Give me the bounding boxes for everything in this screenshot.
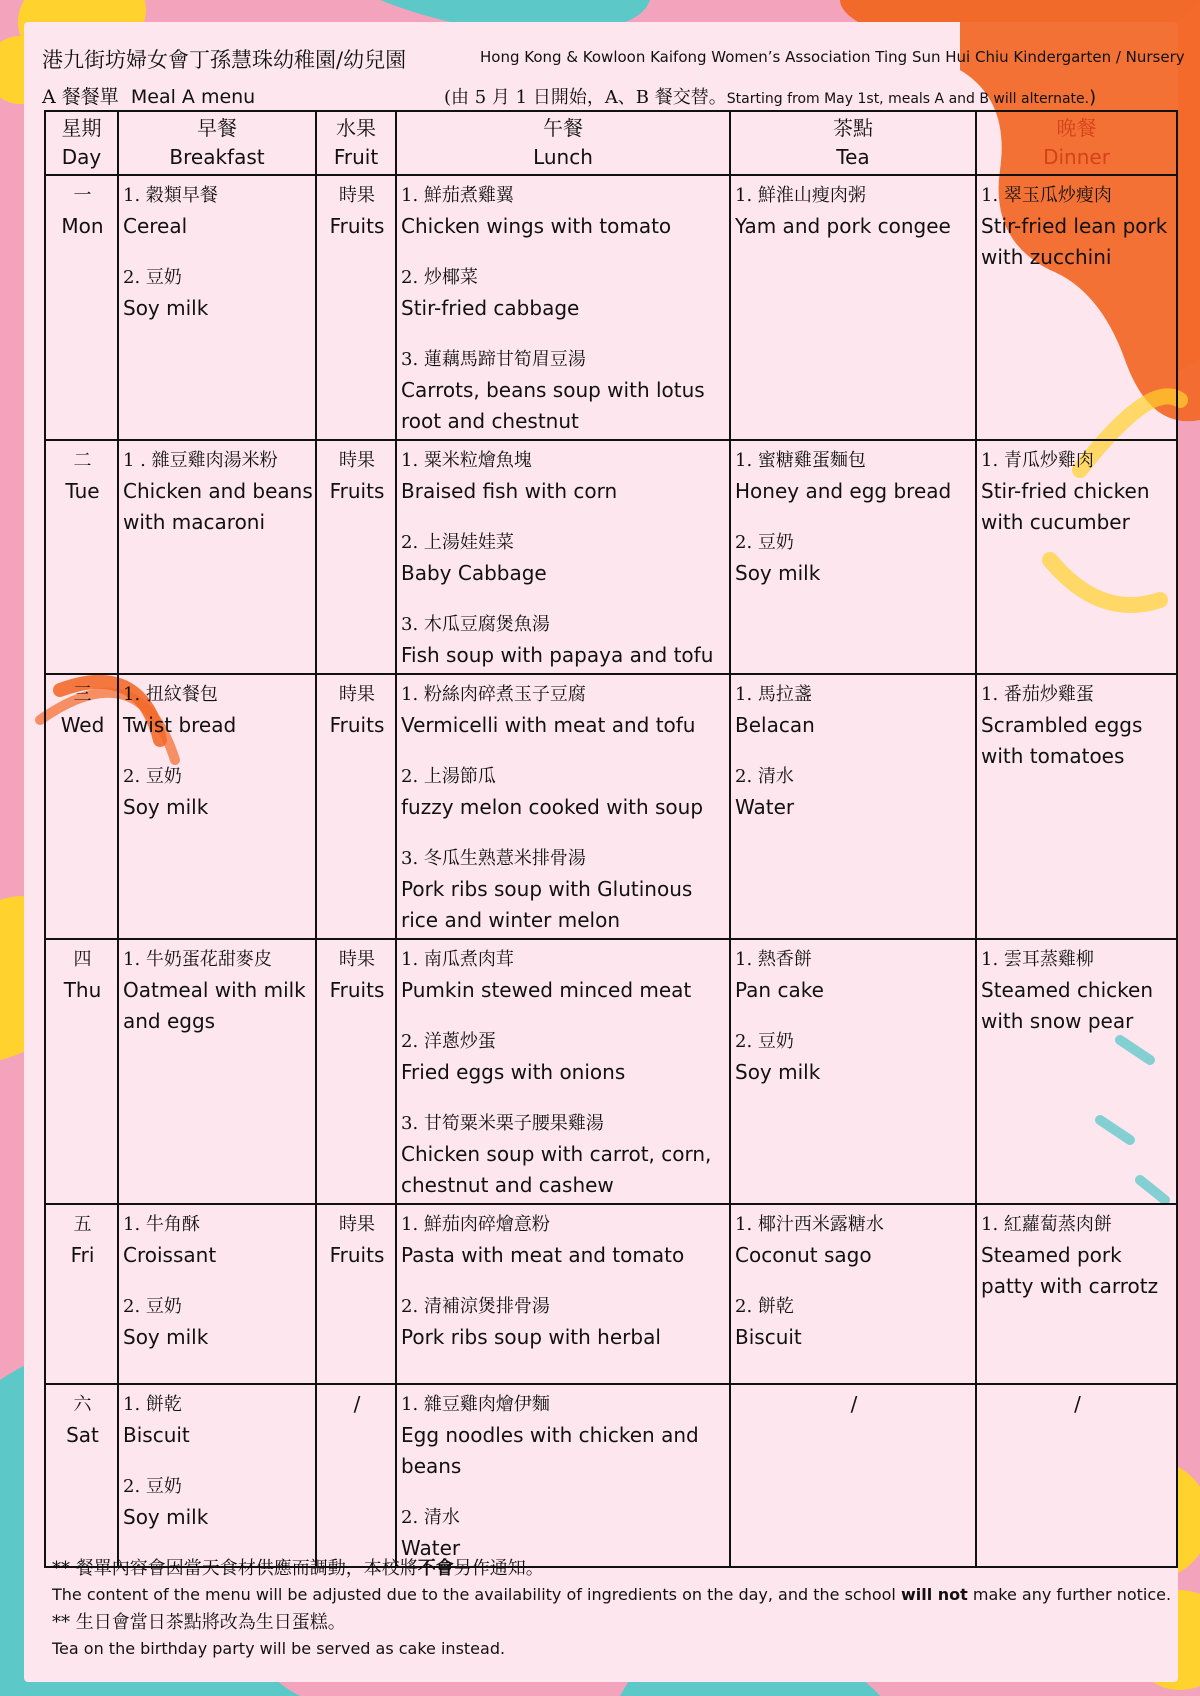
lunch-item <box>401 1291 727 1353</box>
cell-dinner <box>976 440 1177 674</box>
cell-fruit <box>316 1384 396 1567</box>
cell-dinner <box>976 674 1177 939</box>
cell-dinner <box>976 175 1177 440</box>
tea-item-english: Soy milk <box>735 1060 821 1084</box>
cell-day <box>45 939 118 1204</box>
day-chinese: 三 <box>73 684 92 705</box>
tea-item-english: Coconut sago <box>735 1243 872 1267</box>
dinner-item-chinese: 1. 紅蘿蔔蒸肉餅 <box>981 1214 1112 1235</box>
day-chinese: 二 <box>73 450 92 471</box>
breakfast-item <box>123 1389 313 1451</box>
dinner-item <box>981 679 1174 772</box>
lunch-item-chinese: 2. 清補涼煲排骨湯 <box>401 1296 550 1317</box>
menu-name-chinese: A 餐餐單 <box>42 86 119 108</box>
lunch-item-chinese: 3. 甘筍粟米栗子腰果雞湯 <box>401 1113 604 1134</box>
tea-item-english: Belacan <box>735 713 815 737</box>
lunch-item-chinese: 2. 炒椰菜 <box>401 267 478 288</box>
breakfast-item-chinese: 1. 穀類早餐 <box>123 185 218 206</box>
breakfast-item-chinese: 1. 牛角酥 <box>123 1214 200 1235</box>
breakfast-item-english: Cereal <box>123 214 188 238</box>
tea-item-english: Biscuit <box>735 1325 802 1349</box>
day-english: Thu <box>63 978 102 1002</box>
day-english: Wed <box>60 713 105 737</box>
note-2-chinese: ** 生日會當日茶點將改為生日蛋糕。 <box>52 1612 346 1633</box>
dinner-item <box>981 445 1174 538</box>
dinner-item-english: Stir-fried chicken with cucumber <box>981 479 1150 534</box>
alternate-note-close: ) <box>1089 87 1097 108</box>
lunch-item-chinese: 2. 清水 <box>401 1507 460 1528</box>
tea-item-english: Water <box>735 795 795 819</box>
day-chinese: 四 <box>73 949 92 970</box>
lunch-item <box>401 1209 727 1271</box>
cell-fruit <box>316 939 396 1204</box>
breakfast-item-english: Soy milk <box>123 1325 209 1349</box>
day-english: Sat <box>66 1423 99 1447</box>
breakfast-item-english: Soy milk <box>123 296 209 320</box>
lunch-item-chinese: 3. 木瓜豆腐煲魚湯 <box>401 614 550 635</box>
cell-day <box>45 674 118 939</box>
dinner-item-chinese: 1. 翠玉瓜炒瘦肉 <box>981 185 1112 206</box>
lunch-item-english: Carrots, beans soup with lotus root and chestnut <box>401 378 705 433</box>
menu-table <box>44 110 1178 1568</box>
breakfast-item-chinese: 2. 豆奶 <box>123 1476 182 1497</box>
breakfast-item <box>123 944 313 1037</box>
tea-item <box>735 1026 973 1088</box>
fruit-chinese: 時果 <box>339 450 375 471</box>
lunch-item-english: Water <box>401 1536 461 1560</box>
lunch-item-chinese: 2. 上湯節瓜 <box>401 766 496 787</box>
breakfast-item <box>123 761 313 823</box>
cell-breakfast <box>118 1384 316 1567</box>
table-row <box>45 1384 1177 1567</box>
fruit-english: / <box>353 1392 361 1416</box>
tea-item <box>735 761 973 823</box>
cell-breakfast <box>118 674 316 939</box>
lunch-item-chinese: 3. 蓮藕馬蹄甘筍眉豆湯 <box>401 349 586 370</box>
fruit-chinese: 時果 <box>339 684 375 705</box>
note-2-english: Tea on the birthday party will be served as cake instead. <box>52 1639 506 1658</box>
tea-item <box>735 445 973 507</box>
tea-item <box>735 1209 973 1271</box>
fruit-english: Fruits <box>329 1243 385 1267</box>
lunch-item-chinese: 1. 鮮茄煮雞翼 <box>401 185 514 206</box>
lunch-item-english: Pumkin stewed minced meat <box>401 978 692 1002</box>
lunch-item-english: Chicken soup with carrot, corn, chestnut and cashew <box>401 1142 712 1197</box>
cell-tea <box>730 674 976 939</box>
breakfast-item <box>123 1291 313 1353</box>
table-header-row <box>45 111 1177 175</box>
cell-tea <box>730 440 976 674</box>
fruit-english: Fruits <box>329 713 385 737</box>
table-row <box>45 1204 1177 1384</box>
cell-breakfast <box>118 175 316 440</box>
tea-item-chinese: 2. 豆奶 <box>735 532 794 553</box>
cell-lunch <box>396 1204 730 1384</box>
tea-item-chinese: 2. 清水 <box>735 766 794 787</box>
tea-item-chinese: 2. 豆奶 <box>735 1031 794 1052</box>
dinner-item <box>981 944 1174 1037</box>
lunch-item-english: Pork ribs soup with Glutinous rice and winter melon <box>401 877 693 932</box>
breakfast-item-chinese: 2. 豆奶 <box>123 267 182 288</box>
note-1-chinese: ** 餐單內容會因當天食材供應而調動，本校將不會另作通知。 <box>52 1558 544 1579</box>
lunch-item-english: Fried eggs with onions <box>401 1060 626 1084</box>
tea-item <box>735 180 973 242</box>
lunch-item-chinese: 1. 雜豆雞肉燴伊麵 <box>401 1394 550 1415</box>
tea-item-chinese: 1. 椰汁西米露糖水 <box>735 1214 884 1235</box>
breakfast-item-english: Soy milk <box>123 1505 209 1529</box>
footnotes <box>52 1556 1172 1664</box>
cell-fruit <box>316 440 396 674</box>
lunch-item-english: Pasta with meat and tomato <box>401 1243 685 1267</box>
cell-day <box>45 175 118 440</box>
tea-item-english: Yam and pork congee <box>735 214 951 238</box>
column-header-day: 星期 Day <box>45 111 118 175</box>
lunch-item-chinese: 3. 冬瓜生熟薏米排骨湯 <box>401 848 586 869</box>
alternate-note <box>444 83 1096 109</box>
table-row <box>45 674 1177 939</box>
cell-fruit <box>316 175 396 440</box>
lunch-item <box>401 1026 727 1088</box>
cell-dinner <box>976 939 1177 1204</box>
lunch-item <box>401 944 727 1006</box>
breakfast-item-english: Chicken and beans with macaroni <box>123 479 313 534</box>
breakfast-item-chinese: 1 . 雜豆雞肉湯米粉 <box>123 450 278 471</box>
menu-name-english: Meal A menu <box>130 86 256 108</box>
lunch-item-english: Pork ribs soup with herbal <box>401 1325 661 1349</box>
breakfast-item-english: Twist bread <box>123 713 237 737</box>
dinner-item <box>981 180 1174 273</box>
tea-item-chinese: 1. 蜜糖雞蛋麵包 <box>735 450 866 471</box>
breakfast-item <box>123 679 313 741</box>
cell-fruit <box>316 1204 396 1384</box>
breakfast-item-english: Soy milk <box>123 795 209 819</box>
alternate-note-english: Starting from May 1st, meals A and B will alternate. <box>726 91 1090 107</box>
day-english: Tue <box>65 479 100 503</box>
page-title <box>42 44 1185 74</box>
breakfast-item-chinese: 2. 豆奶 <box>123 766 182 787</box>
lunch-item-english: fuzzy melon cooked with soup <box>401 795 704 819</box>
dinner-item-chinese: 1. 雲耳蒸雞柳 <box>981 949 1094 970</box>
lunch-item-english: Chicken wings with tomato <box>401 214 672 238</box>
cell-tea <box>730 175 976 440</box>
tea-item <box>735 679 973 741</box>
dinner-item-chinese: 1. 青瓜炒雞肉 <box>981 450 1094 471</box>
lunch-item <box>401 344 727 437</box>
day-english: Fri <box>70 1243 95 1267</box>
dinner-item-english: Stir-fried lean pork with zucchini <box>981 214 1168 269</box>
cell-lunch <box>396 674 730 939</box>
column-header-tea: 茶點 Tea <box>730 111 976 175</box>
breakfast-item-english: Oatmeal with milk and eggs <box>123 978 306 1033</box>
tea-item <box>735 527 973 589</box>
lunch-item <box>401 609 727 671</box>
day-english: Mon <box>61 214 104 238</box>
day-chinese: 六 <box>73 1394 92 1415</box>
subtitle-row <box>42 82 1172 110</box>
cell-tea <box>730 939 976 1204</box>
lunch-item <box>401 679 727 741</box>
cell-lunch <box>396 939 730 1204</box>
cell-day <box>45 1204 118 1384</box>
lunch-item <box>401 1389 727 1482</box>
note-1-english: The content of the menu will be adjusted due to the availability of ingredients on the day, and the school will not make any further notice. <box>52 1585 1172 1604</box>
lunch-item <box>401 1108 727 1201</box>
fruit-chinese: 時果 <box>339 1214 375 1235</box>
title-english: Hong Kong & Kowloon Kaifong Women’s Association Ting Sun Hui Chiu Kindergarten / Nursery <box>480 48 1185 66</box>
title-chinese: 港九街坊婦女會丁孫慧珠幼稚園/幼兒園 <box>42 48 407 72</box>
tea-item-english: Honey and egg bread <box>735 479 952 503</box>
lunch-item-chinese: 2. 洋蔥炒蛋 <box>401 1031 496 1052</box>
lunch-item-chinese: 1. 粟米粒燴魚塊 <box>401 450 532 471</box>
tea-item-english: Soy milk <box>735 561 821 585</box>
breakfast-item-chinese: 1. 扭紋餐包 <box>123 684 218 705</box>
breakfast-item-chinese: 1. 牛奶蛋花甜麥皮 <box>123 949 272 970</box>
fruit-english: Fruits <box>329 479 385 503</box>
lunch-item-english: Vermicelli with meat and tofu <box>401 713 696 737</box>
dinner-item-english: Steamed pork patty with carrotz <box>981 1243 1159 1298</box>
lunch-item-english: Braised fish with corn <box>401 479 618 503</box>
breakfast-item <box>123 1209 313 1271</box>
dinner-item-english: Scrambled eggs with tomatoes <box>981 713 1143 768</box>
tea-item-chinese: 2. 餅乾 <box>735 1296 794 1317</box>
fruit-english: Fruits <box>329 978 385 1002</box>
breakfast-item-chinese: 1. 餅乾 <box>123 1394 182 1415</box>
cell-tea: / <box>730 1384 976 1567</box>
alternate-note-chinese: (由 5 月 1 日開始，A、B 餐交替。 <box>444 87 727 108</box>
day-chinese: 一 <box>73 185 92 206</box>
cell-day <box>45 1384 118 1567</box>
cell-lunch <box>396 440 730 674</box>
breakfast-item-english: Croissant <box>123 1243 217 1267</box>
table-row <box>45 440 1177 674</box>
dinner-item-english: Steamed chicken with snow pear <box>981 978 1154 1033</box>
tea-item <box>735 1291 973 1353</box>
lunch-item-english: Stir-fried cabbage <box>401 296 580 320</box>
lunch-item <box>401 761 727 823</box>
tea-item-chinese: 1. 鮮淮山瘦肉粥 <box>735 185 866 206</box>
lunch-item-english: Baby Cabbage <box>401 561 547 585</box>
cell-fruit <box>316 674 396 939</box>
lunch-item <box>401 527 727 589</box>
cell-lunch <box>396 1384 730 1567</box>
cell-day <box>45 440 118 674</box>
breakfast-item <box>123 1471 313 1533</box>
tea-item-english: Pan cake <box>735 978 824 1002</box>
tea-item <box>735 944 973 1006</box>
lunch-item-chinese: 1. 粉絲肉碎煮玉子豆腐 <box>401 684 586 705</box>
dinner-item-chinese: 1. 番茄炒雞蛋 <box>981 684 1094 705</box>
breakfast-item <box>123 445 313 538</box>
lunch-item-chinese: 1. 南瓜煮肉茸 <box>401 949 514 970</box>
tea-item-chinese: 1. 熱香餅 <box>735 949 812 970</box>
fruit-english: Fruits <box>329 214 385 238</box>
column-header-breakfast: 早餐 Breakfast <box>118 111 316 175</box>
day-chinese: 五 <box>73 1214 92 1235</box>
menu-name <box>42 82 255 109</box>
lunch-item-english: Fish soup with papaya and tofu <box>401 643 714 667</box>
breakfast-item <box>123 262 313 324</box>
table-row <box>45 175 1177 440</box>
lunch-item <box>401 843 727 936</box>
cell-dinner: / <box>976 1384 1177 1567</box>
lunch-item-chinese: 2. 上湯娃娃菜 <box>401 532 514 553</box>
lunch-item <box>401 1502 727 1564</box>
lunch-item <box>401 262 727 324</box>
lunch-item <box>401 445 727 507</box>
breakfast-item <box>123 180 313 242</box>
lunch-item-chinese: 1. 鮮茄肉碎燴意粉 <box>401 1214 550 1235</box>
cell-breakfast <box>118 939 316 1204</box>
column-header-fruit: 水果 Fruit <box>316 111 396 175</box>
lunch-item-english: Egg noodles with chicken and beans <box>401 1423 699 1478</box>
breakfast-item-english: Biscuit <box>123 1423 190 1447</box>
table-row <box>45 939 1177 1204</box>
lunch-item <box>401 180 727 242</box>
column-header-dinner: 晚餐 Dinner <box>976 111 1177 175</box>
dinner-item <box>981 1209 1174 1302</box>
fruit-chinese: 時果 <box>339 949 375 970</box>
fruit-chinese: 時果 <box>339 185 375 206</box>
cell-breakfast <box>118 440 316 674</box>
cell-breakfast <box>118 1204 316 1384</box>
cell-lunch <box>396 175 730 440</box>
cell-tea <box>730 1204 976 1384</box>
breakfast-item-chinese: 2. 豆奶 <box>123 1296 182 1317</box>
tea-item-chinese: 1. 馬拉盞 <box>735 684 812 705</box>
column-header-lunch: 午餐 Lunch <box>396 111 730 175</box>
cell-dinner <box>976 1204 1177 1384</box>
